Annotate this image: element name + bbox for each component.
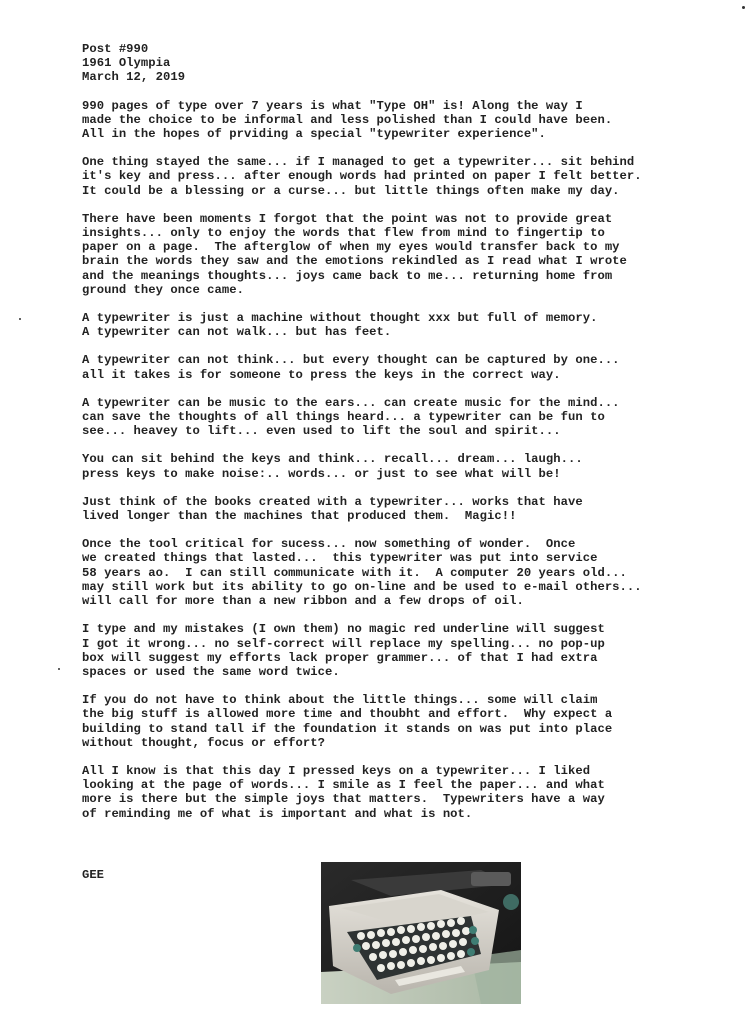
paragraph xyxy=(82,311,702,339)
text-line: Just think of the books created with a typewriter... works that have xyxy=(82,494,583,509)
text-line: insights... only to enjoy the words that flew from mind to fingertip to xyxy=(82,226,605,241)
paper-speck xyxy=(58,668,60,670)
paragraph xyxy=(82,155,702,198)
text-line: made the choice to be informal and less polished than I could have been. xyxy=(82,112,613,127)
paragraph xyxy=(82,99,702,142)
text-line: 990 pages of type over 7 years is what "Type OH" is! Along the way I xyxy=(82,98,583,113)
typed-letter xyxy=(82,42,702,835)
text-line: 58 years ao. I can still communicate with it. A computer 20 years old... xyxy=(82,565,627,580)
text-line: You can sit behind the keys and think... recall... dream... laugh... xyxy=(82,452,583,467)
text-line: can save the thoughts of all things heard... a typewriter can be fun to xyxy=(82,410,605,425)
text-line: the big stuff is allowed more time and thoubht and effort. Why expect a xyxy=(82,707,613,722)
post-date: March 12, 2019 xyxy=(82,70,186,85)
text-line: spaces or used the same word twice. xyxy=(82,664,340,679)
text-line: see... heavey to lift... even used to lift the soul and spirit... xyxy=(82,424,561,439)
text-line: A typewriter is just a machine without thought xxx but full of memory. xyxy=(82,311,598,326)
text-line: more is there but the simple joys that matters. Typewriters have a way xyxy=(82,792,605,807)
text-line: One thing stayed the same... if I managed to get a typewriter... sit behind xyxy=(82,155,635,170)
paragraph xyxy=(82,693,702,750)
text-line: brain the words they saw and the emotions rekindled as I read what I wrote xyxy=(82,254,627,269)
letter-header xyxy=(82,42,702,85)
text-line: A typewriter can not walk... but has feet. xyxy=(82,325,392,340)
text-line: box will suggest my efforts lack proper grammer... of that I had extra xyxy=(82,650,598,665)
paragraph xyxy=(82,452,702,480)
paper-speck xyxy=(19,318,21,320)
text-line: paper on a page. The afterglow of when my eyes would transfer back to my xyxy=(82,240,620,255)
text-line: we created things that lasted... this typewriter was put into service xyxy=(82,551,598,566)
paragraph xyxy=(82,495,702,523)
text-line: looking at the page of words... I smile as I feel the paper... and what xyxy=(82,778,605,793)
paragraph xyxy=(82,353,702,381)
typewriter-illustration xyxy=(321,862,521,1004)
paragraph xyxy=(82,622,702,679)
text-line: building to stand tall if the foundation it stands on was put into place xyxy=(82,721,613,736)
text-line: may still work but its ability to go on-line and be used to e-mail others... xyxy=(82,579,642,594)
signature: GEE xyxy=(82,868,104,882)
text-line: A typewriter can be music to the ears... can create music for the mind... xyxy=(82,395,620,410)
text-line: and the meanings thoughts... joys came back to me... returning home from xyxy=(82,268,613,283)
post-number: Post #990 xyxy=(82,42,149,56)
text-line: lived longer than the machines that produced them. Magic!! xyxy=(82,509,517,524)
text-line: I got it wrong... no self-correct will replace my spelling... no pop-up xyxy=(82,636,605,651)
paragraph xyxy=(82,764,702,821)
text-line: There have been moments I forgot that the point was not to provide great xyxy=(82,211,613,226)
paper-speck xyxy=(742,6,745,9)
text-line: it's key and press... after enough words had printed on paper I felt better. xyxy=(82,169,642,184)
text-line: Once the tool critical for sucess... now something of wonder. Once xyxy=(82,537,576,552)
text-line: If you do not have to think about the little things... some will claim xyxy=(82,693,598,708)
text-line: all it takes is for someone to press the keys in the correct way. xyxy=(82,367,561,382)
paragraph xyxy=(82,396,702,439)
text-line: press keys to make noise:.. words... or just to see what will be! xyxy=(82,466,561,481)
text-line: A typewriter can not think... but every thought can be captured by one... xyxy=(82,353,620,368)
text-line: of reminding me of what is important and what is not. xyxy=(82,806,473,821)
paragraph xyxy=(82,212,702,297)
text-line: It could be a blessing or a curse... but little things often make my day. xyxy=(82,183,620,198)
text-line: All in the hopes of prviding a special "typewriter experience". xyxy=(82,127,546,142)
text-line: without thought, focus or effort? xyxy=(82,735,326,750)
typewriter-photo xyxy=(321,862,521,1004)
text-line: will call for more than a new ribbon and a few drops of oil. xyxy=(82,594,524,609)
paragraph xyxy=(82,537,702,608)
text-line: ground they once came. xyxy=(82,282,245,297)
text-line: All I know is that this day I pressed keys on a typewriter... I liked xyxy=(82,763,591,778)
typewriter-model: 1961 Olympia xyxy=(82,56,171,71)
text-line: I type and my mistakes (I own them) no magic red underline will suggest xyxy=(82,622,605,637)
letter-body xyxy=(82,99,702,821)
